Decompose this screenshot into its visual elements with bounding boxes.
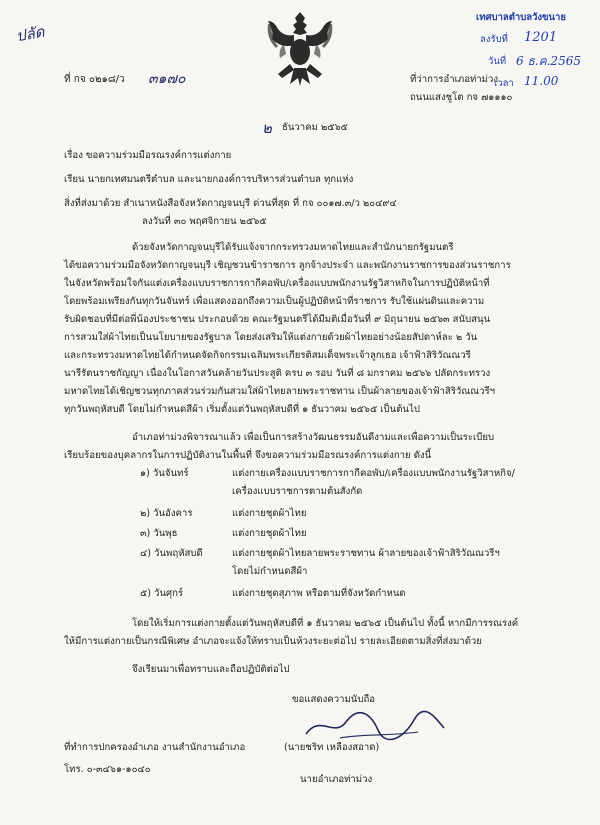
schedule-day: ๑) วันจันทร์	[140, 468, 189, 479]
corner-handwritten-note: ปลัด	[14, 22, 46, 46]
para1-line: ได้ขอความร่วมมือจังหวัดกาญจนบุรี เชิญชวนข้าราชการ ลูกจ้างประจำ และพนักงานราชการของส่วนราชการ	[64, 260, 511, 271]
schedule-desc: เครื่องแบบราชการตามต้นสังกัด	[232, 486, 363, 497]
para1-line: และกระทรวงมหาดไทยได้กำหนดจัดกิจกรรมเฉลิมพระเกียรติสมเด็จพระเจ้าลูกเธอ เจ้าฟ้าสิริวัณณวรี	[64, 350, 471, 361]
para1-line: โดยพร้อมเพรียงกันทุกวันจันทร์ เพื่อแสดงออกถึงความเป็นผู้ปฏิบัติหน้าที่ราชการ รับใช้แผ่นดินและความ	[64, 296, 485, 307]
schedule-desc: แต่งกายเครื่องแบบราชการกากีคอพับ/เครื่องแบบพนักงานรัฐวิสาหกิจ/	[232, 468, 515, 479]
para1-line: นารีรัตนราชกัญญา เนื่องในโอกาสวันคล้ายวันประสูติ ครบ ๓ รอบ วันที่ ๘ มกราคม ๒๕๖๖ ปลัดกระทรวง	[64, 368, 491, 379]
recipient: เรียน นายกเทศมนตรีตำบล และนายกองค์การบริหารส่วนตำบล ทุกแห่ง	[64, 174, 354, 185]
signature-title: นายอำเภอท่าม่วง	[300, 774, 373, 785]
stamp-time-label: เวลา	[494, 78, 514, 89]
doc-number-handwritten: ๓๑๗๐	[148, 71, 186, 87]
doc-number: ที่ กจ ๐๒๑๘/ว	[64, 74, 125, 85]
date-handwritten-day: ๒	[262, 119, 272, 137]
stamp-time-value: 11.00	[524, 74, 559, 88]
footer-phone: โทร. ๐-๓๔๖๑-๑๐๔๐	[64, 764, 151, 775]
closing-request: จึงเรียนมาเพื่อทราบและถือปฏิบัติต่อไป	[132, 664, 290, 675]
para1-line: ด้วยจังหวัดกาญจนบุรีได้รับแจ้งจากกระทรวงมหาดไทยและสำนักนายกรัฐมนตรี	[132, 242, 454, 253]
para1-line: มหาดไทยได้เชิญชวนทุกภาคส่วนร่วมกันสวมใส่ผ้าไทยลายพระราชทาน เป็นผ้าลายของเจ้าฟ้าสิริวัณณวรีฯ	[64, 386, 495, 397]
para1-line: ในจังหวัดพร้อมใจกันแต่งเครื่องแบบราชการกากีคอพับ/เครื่องแบบพนักงานรัฐวิสาหกิจในการปฏิบัติหน้าที่	[64, 278, 490, 289]
signature-name: (นายชริท เหลืองสอาด)	[284, 742, 380, 753]
para1-line: ทุกวันพฤหัสบดี โดยไม่กำหนดสีผ้า เริ่มตั้งแต่วันพฤหัสบดีที่ ๑ ธันวาคม ๒๕๖๕ เป็นต้นไป	[64, 404, 420, 415]
stamp-received-value: 1201	[524, 30, 558, 45]
stamp-date-value: 6 ธ.ค.2565	[516, 54, 581, 68]
schedule-day: ๓) วันพุธ	[140, 528, 178, 539]
stamp-date-label: วันที่	[488, 56, 507, 67]
schedule-desc: แต่งกายชุดผ้าไทย	[232, 528, 307, 539]
subject: เรื่อง ขอความร่วมมือรณรงค์การแต่งกาย	[64, 150, 232, 161]
garuda-emblem	[264, 8, 336, 90]
schedule-day: ๔) วันพฤหัสบดี	[140, 548, 203, 559]
date-text: ธันวาคม ๒๕๖๕	[282, 122, 348, 133]
para3-line: โดยให้เริ่มการแต่งกายตั้งแต่วันพฤหัสบดีที่ ๑ ธันวาคม ๒๕๖๕ เป็นต้นไป ทั้งนี้ หากมีการรณรงค์	[132, 618, 519, 629]
schedule-desc: แต่งกายชุดผ้าไทยลายพระราชทาน ผ้าลายของเจ้าฟ้าสิริวัณณวรีฯ	[232, 548, 500, 559]
schedule-desc: โดยไม่กำหนดสีผ้า	[232, 566, 308, 577]
reference-line-1: สิ่งที่ส่งมาด้วย สำเนาหนังสือจังหวัดกาญจนบุรี ด่วนที่สุด ที่ กจ ๐๐๑๗.๓/ว ๒๐๔๙๔	[64, 198, 397, 209]
para2-line: เรียบร้อยของบุคลากรในการปฏิบัติงานในพื้นที่ จึงขอความร่วมมือรณรงค์การแต่งกาย ดังนี้	[64, 450, 432, 461]
para2-line: อำเภอท่าม่วงพิจารณาแล้ว เพื่อเป็นการสร้างวัฒนธรรมอันดีงามและเพื่อความเป็นระเบียบ	[132, 432, 495, 443]
para1-line: รับผิดชอบที่มีต่อพี่น้องประชาชน ประกอบด้วย คณะรัฐมนตรีได้มีมติเมื่อวันที่ ๙ มิถุนายน ๒๕๖๓ สนับสนุน	[64, 314, 491, 325]
stamp-org: เทศบาลตำบลวังขนาย	[476, 12, 566, 23]
para1-line: การสวมใส่ผ้าไทยเป็นนโยบายของรัฐบาล โดยส่งเสริมให้แต่งกายด้วยผ้าไทยอย่างน้อยสัปดาห์ละ ๒ วัน	[64, 332, 478, 343]
sender-line-1: ที่ว่าการอำเภอท่าม่วง	[410, 74, 499, 85]
footer-office: ที่ทำการปกครองอำเภอ งานสำนักงานอำเภอ	[64, 742, 246, 753]
schedule-day: ๕) วันศุกร์	[140, 588, 184, 599]
sender-line-2: ถนนแสงชูโต กจ ๗๑๑๑๐	[410, 92, 513, 103]
schedule-desc: แต่งกายชุดผ้าไทย	[232, 508, 307, 519]
schedule-day: ๒) วันอังคาร	[140, 508, 193, 519]
schedule-desc: แต่งกายชุดสุภาพ หรือตามที่จังหวัดกำหนด	[232, 588, 406, 599]
para3-line: ให้มีการแต่งกายเป็นกรณีพิเศษ อำเภอจะแจ้งให้ทราบเป็นห้วงระยะต่อไป รายละเอียดตามสิ่งที่ส่งมาด้วย	[64, 636, 482, 647]
reference-line-2: ลงวันที่ ๓๐ พฤศจิกายน ๒๕๖๕	[142, 216, 267, 227]
closing: ขอแสดงความนับถือ	[292, 694, 376, 705]
handwritten-signature	[300, 708, 450, 744]
stamp-received-label: ลงรับที่	[480, 34, 508, 45]
